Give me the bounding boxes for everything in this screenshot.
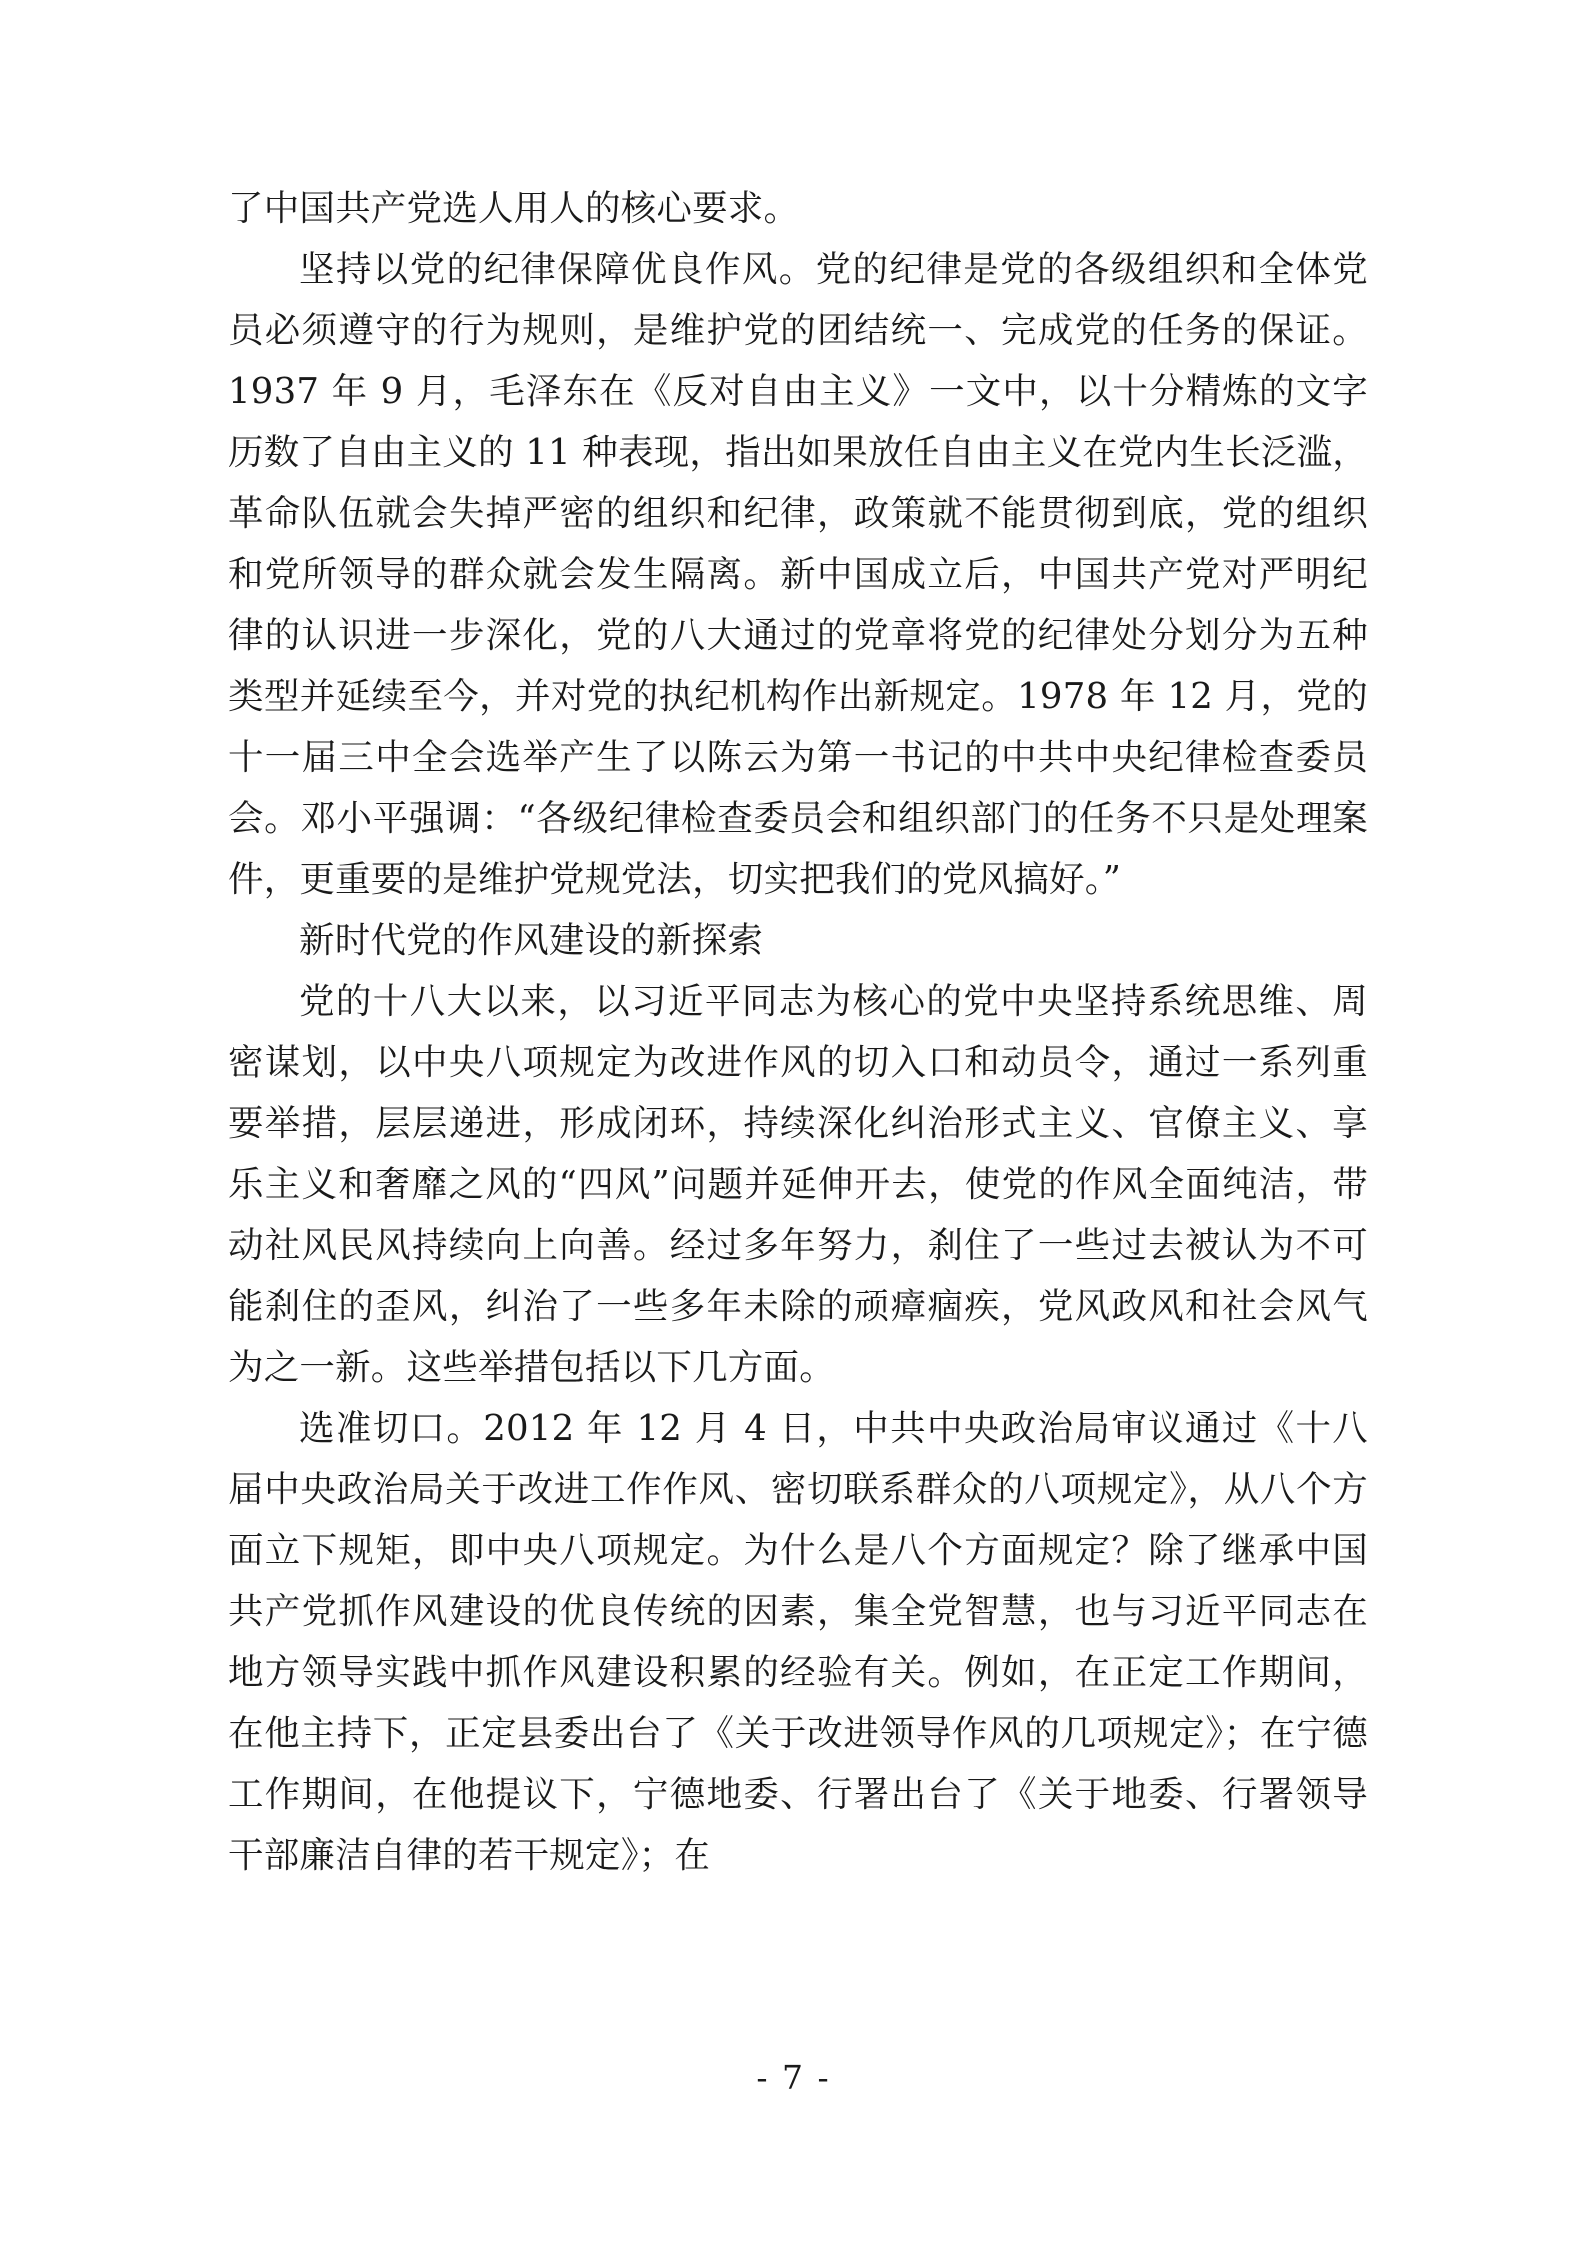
section-heading-new-era: 新时代党的作风建设的新探索 [299,920,764,961]
page-number: - 7 - [756,2058,831,2097]
paragraph-2: 坚持以党的纪律保障优良作风。党的纪律是党的各级组织和全体党员必须遵守的行为规则，是维护党的团结统一、完成党的任务的保证。1937 年 9 月，毛泽东在《反对自由主义》一文中，以十分精炼的文字历数了自由主义的 11 种表现，指出如果放任自由主义在党内生长泛滥，革命队伍就会失掉严密的组织和纪律，政策就不能贯彻到底，党的组织和党所领导的群众就会发生隔离。新中国成立后，中国共产党对严明纪律的认识进一步深化，党的八大通过的党章将党的纪律处分划分为五种类型并延续至今，并对党的执纪机构作出新规定。1978 年 12 月，党的十一届三中全会选举产生了以陈云为第一书记的中共中央纪律检查委员会。邓小平强调：“各级纪律检查委员会和组织部门的任务不只是处理案件，更重要的是维护党规党法，切实把我们的党风搞好。” [228,249,1368,900]
paragraph-4: 党的十八大以来，以习近平同志为核心的党中央坚持系统思维、周密谋划，以中央八项规定为改进作风的切入口和动员令，通过一系列重要举措，层层递进，形成闭环，持续深化纠治形式主义、官僚主义、享乐主义和奢靡之风的“四风”问题并延伸开去，使党的作风全面纯洁，带动社风民风持续向上向善。经过多年努力，刹住了一些过去被认为不可能刹住的歪风，纠治了一些多年未除的顽瘴痼疾，党风政风和社会风气为之一新。这些举措包括以下几方面。 [228,981,1368,1388]
paragraph-1: 了中国共产党选人用人的核心要求。 [228,188,800,229]
page-body [228,178,1368,1886]
paragraph-5: 选准切口。2012 年 12 月 4 日，中共中央政治局审议通过《十八届中央政治局关于改进工作作风、密切联系群众的八项规定》，从八个方面立下规矩，即中央八项规定。为什么是八个方面规定？除了继承中国共产党抓作风建设的优良传统的因素，集全党智慧，也与习近平同志在地方领导实践中抓作风建设积累的经验有关。例如，在正定工作期间，在他主持下，正定县委出台了《关于改进领导作风的几项规定》；在宁德工作期间，在他提议下，宁德地委、行署出台了《关于地委、行署领导干部廉洁自律的若干规定》；在 [228,1408,1368,1876]
